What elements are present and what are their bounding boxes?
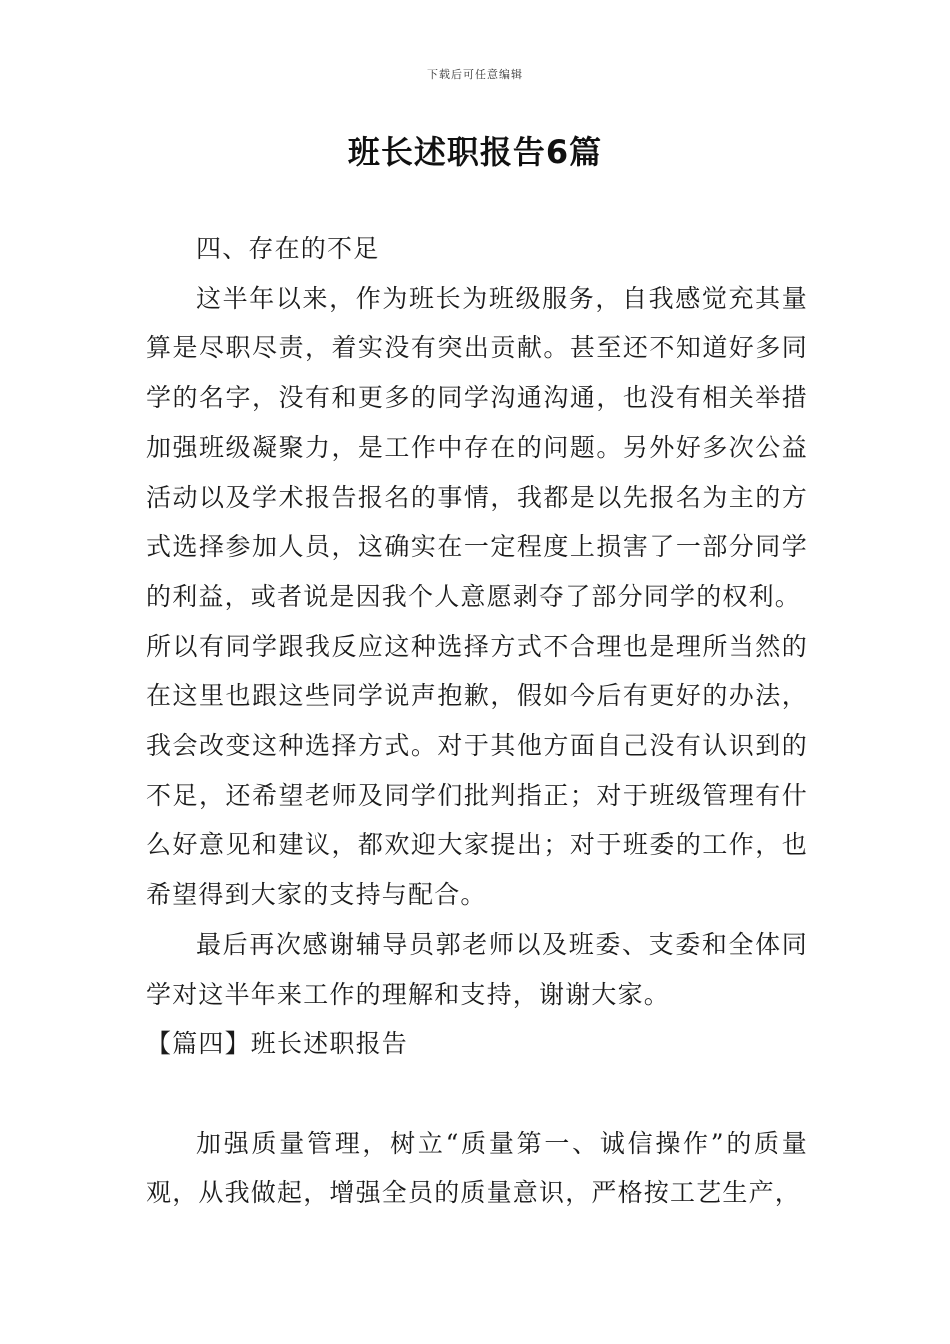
document-body — [146, 224, 808, 1218]
body-paragraph: 所以有同学跟我反应这种选择方式不合理也是理所当然的在这里也跟这些同学说声抱歉，假如今后有更好的办法，我会改变这种选择方式。对于其他方面自己没有认识到的不足，还希望老师及同学们批判指正；对于班级管理有什么好意见和建议，都欢迎大家提出；对于班委的工作，也希望得到大家的支持与配合。 — [146, 631, 808, 910]
body-paragraph: 最后再次感谢辅导员郭老师以及班委、支委和全体同学对这半年来工作的理解和支持，谢谢大家。 — [146, 929, 808, 1009]
header-note: 下载后可任意编辑 — [427, 68, 523, 81]
blank-line — [146, 1069, 808, 1119]
body-paragraph: 加强质量管理，树立“质量第一、诚信操作”的质量观，从我做起，增强全员的质量意识，严格按工艺生产， — [146, 1128, 808, 1208]
subheading: 四、存在的不足 — [196, 234, 380, 263]
body-paragraph: 这半年以来，作为班长为班级服务，自我感觉充其量算是尽职尽责，着实没有突出贡献。甚至还不知道好多同学的名字，没有和更多的同学沟通沟通，也没有相关举措加强班级凝聚力，是工作中存在的问题。另外好多次公益活动以及学术报告报名的事情，我都是以先报名为主的方式选择参加人员，这确实在一定程度上损害了一部分同学的利益，或者说是因我个人意愿剥夺了部分同学的权利。 — [146, 283, 808, 611]
document-title: 班长述职报告6篇 — [347, 133, 603, 171]
section-heading: 【篇四】班长述职报告 — [146, 1029, 409, 1059]
